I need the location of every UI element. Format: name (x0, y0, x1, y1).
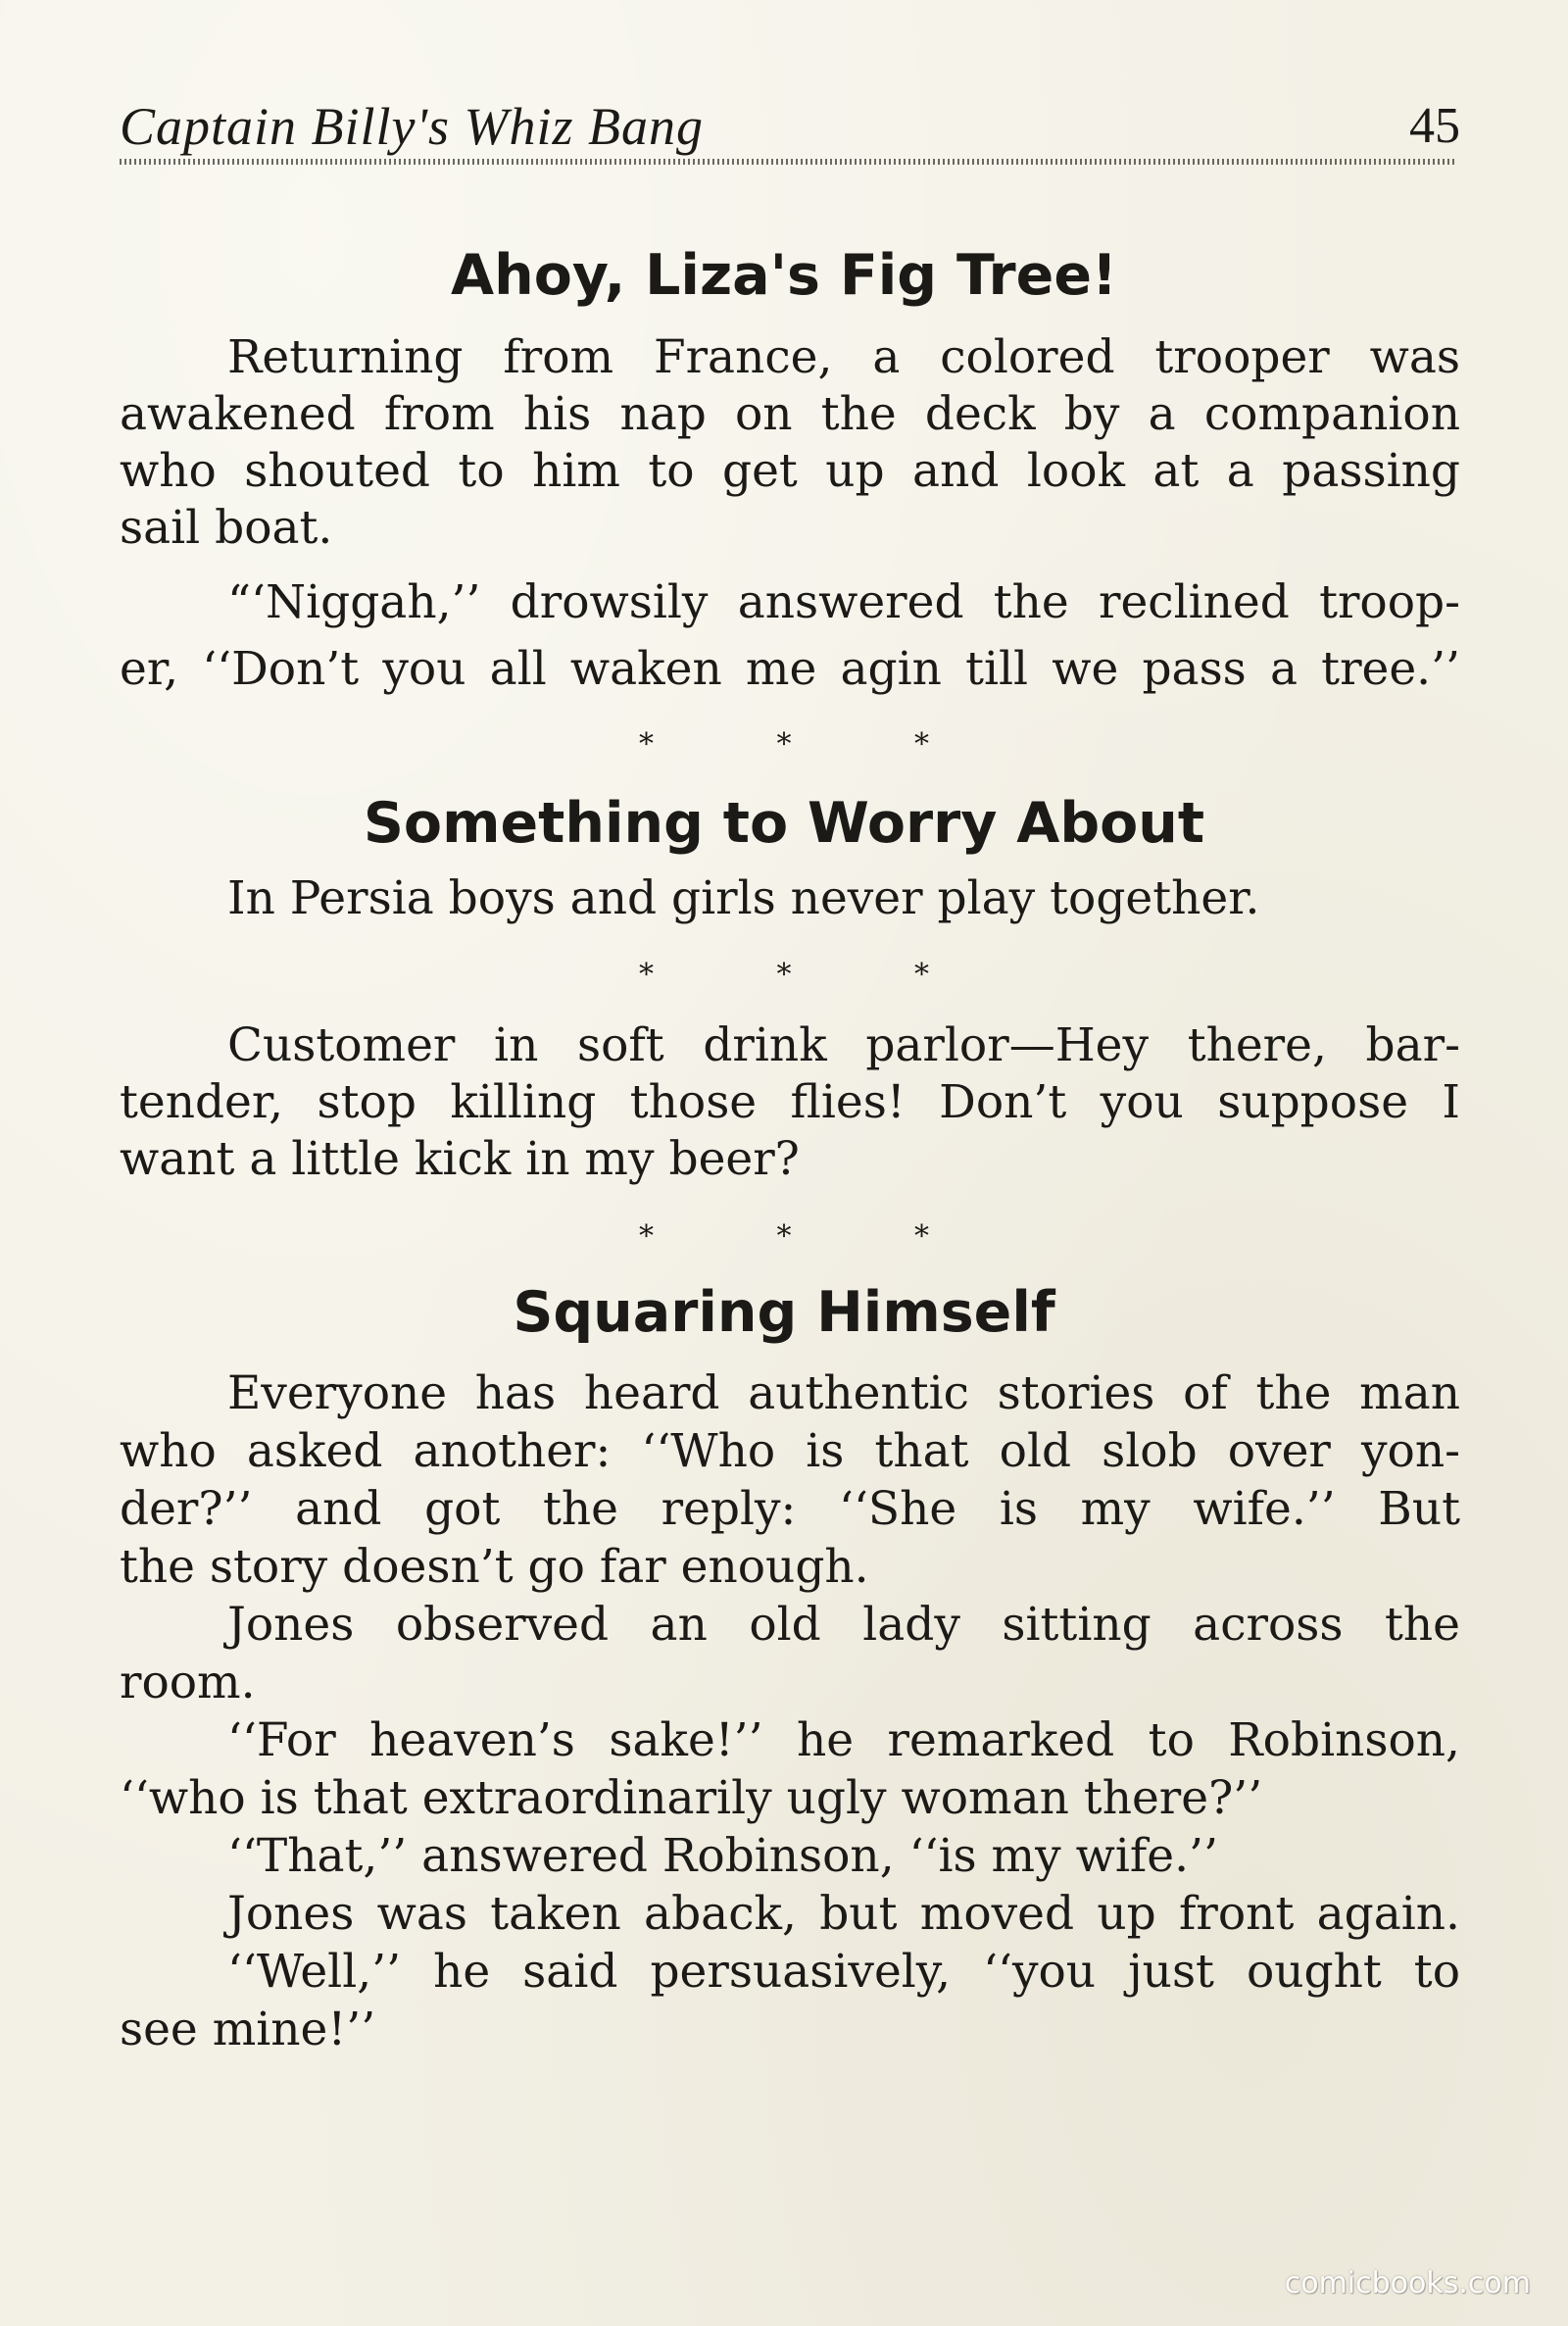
watermark: comicbooks.com (1284, 2266, 1531, 2301)
body-line: Everyone has heard authentic stories of the man (227, 1366, 1460, 1420)
body-line: er, ‘‘Don’t you all waken me agin till we pass a tree.’’ (120, 642, 1460, 696)
section-separator: * * * (638, 727, 987, 762)
body-line: ‘‘For heaven’s sake!’’ he remarked to Robinson, (227, 1713, 1460, 1767)
article-title-fig-tree: Ahoy, Liza's Fig Tree! (451, 243, 1117, 308)
section-separator: * * * (638, 1219, 987, 1254)
body-line: ‘‘Well,’’ he said persuasively, ‘‘you just ought to (227, 1945, 1460, 1999)
header-dotted-rule (120, 159, 1454, 165)
article-title-worry: Something to Worry About (363, 791, 1205, 856)
body-line: tender, stop killing those flies! Don’t you suppose I (120, 1075, 1460, 1129)
body-line: Jones observed an old lady sitting across the (227, 1598, 1460, 1652)
body-line: der?’’ and got the reply: ‘‘She is my wife.’’ But (120, 1482, 1460, 1536)
body-line: the story doesn’t go far enough. (120, 1540, 869, 1594)
section-separator: * * * (638, 958, 987, 992)
body-line: awakened from his nap on the deck by a companion (120, 387, 1460, 441)
page-number: 45 (1409, 98, 1460, 154)
running-title: Captain Billy's Whiz Bang (120, 97, 705, 156)
running-head (120, 92, 1460, 161)
body-line: Customer in soft drink parlor—Hey there, bar- (227, 1018, 1460, 1072)
body-line: who shouted to him to get up and look at a passing (120, 444, 1460, 498)
body-line: want a little kick in my beer? (120, 1132, 800, 1186)
body-line: see mine!’’ (120, 2003, 376, 2056)
body-line: room. (120, 1656, 256, 1709)
body-line: ‘‘That,’’ answered Robinson, ‘‘is my wife.’’ (227, 1829, 1218, 1883)
body-line: “‘Niggah,’’ drowsily answered the reclined troop- (227, 575, 1460, 629)
body-line: sail boat. (120, 501, 333, 555)
body-line: Returning from France, a colored trooper was (227, 330, 1460, 384)
body-line: ‘‘who is that extraordinarily ugly woman there?’’ (120, 1771, 1263, 1825)
body-line: Jones was taken aback, but moved up front again. (227, 1887, 1460, 1941)
article-title-squaring: Squaring Himself (513, 1280, 1055, 1345)
body-line: who asked another: ‘‘Who is that old slob over yon- (120, 1424, 1460, 1478)
body-line: In Persia boys and girls never play together. (227, 871, 1260, 925)
